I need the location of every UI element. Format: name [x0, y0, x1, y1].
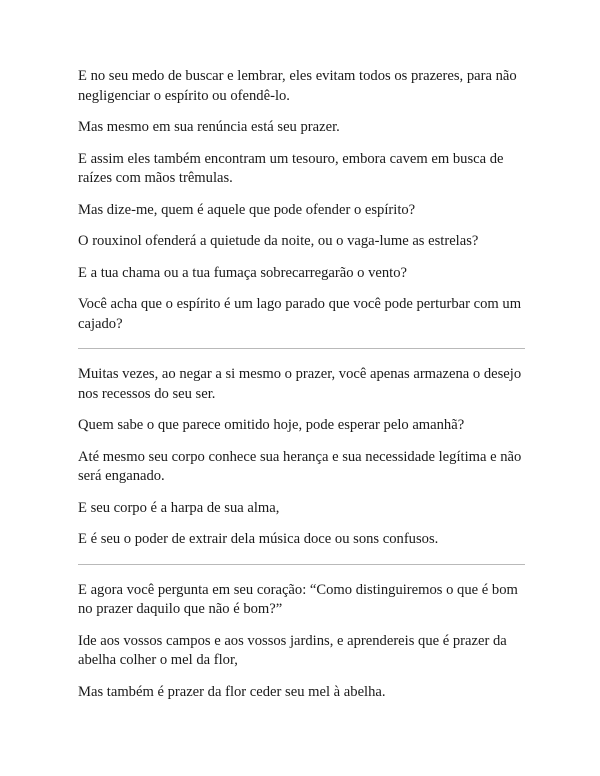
paragraph: E no seu medo de buscar e lembrar, eles evitam todos os prazeres, para não negligenciar o espírito ou ofendê-lo.	[78, 68, 517, 104]
paragraph: Ide aos vossos campos e aos vossos jardins, e aprendereis que é prazer da abelha colher o mel da flor,	[78, 632, 507, 668]
section-1	[78, 67, 528, 334]
section-divider	[78, 348, 525, 349]
paragraph: Mas também é prazer da flor ceder seu mel à abelha.	[78, 683, 386, 700]
paragraph: Você acha que o espírito é um lago parado que você pode perturbar com um cajado?	[78, 296, 522, 332]
paragraph: E agora você pergunta em seu coração: “Como distinguiremos o que é bom no prazer daquilo que não é bom?”	[78, 581, 518, 617]
document-page	[78, 67, 528, 714]
paragraph: E a tua chama ou a tua fumaça sobrecarregarão o vento?	[78, 264, 407, 281]
paragraph: O rouxinol ofenderá a quietude da noite, ou o vaga-lume as estrelas?	[78, 233, 479, 249]
paragraph: E seu corpo é a harpa de sua alma,	[78, 499, 280, 516]
paragraph: Até mesmo seu corpo conhece sua herança e sua necessidade legítima e não será enganado.	[78, 448, 522, 484]
paragraph: E é seu o poder de extrair dela música doce ou sons confusos.	[78, 531, 439, 547]
paragraph: Quem sabe o que parece omitido hoje, pode esperar pelo amanhã?	[78, 417, 465, 433]
section-divider	[78, 564, 525, 565]
paragraph: Mas dize-me, quem é aquele que pode ofender o espírito?	[78, 201, 416, 218]
paragraph: Muitas vezes, ao negar a si mesmo o prazer, você apenas armazena o desejo nos recessos do seu ser.	[78, 366, 522, 402]
paragraph: E assim eles também encontram um tesouro, embora cavem em busca de raízes com mãos trêmulas.	[78, 150, 504, 186]
paragraph: Mas mesmo em sua renúncia está seu prazer.	[78, 119, 340, 135]
section-2	[78, 365, 528, 550]
section-3	[78, 581, 528, 703]
